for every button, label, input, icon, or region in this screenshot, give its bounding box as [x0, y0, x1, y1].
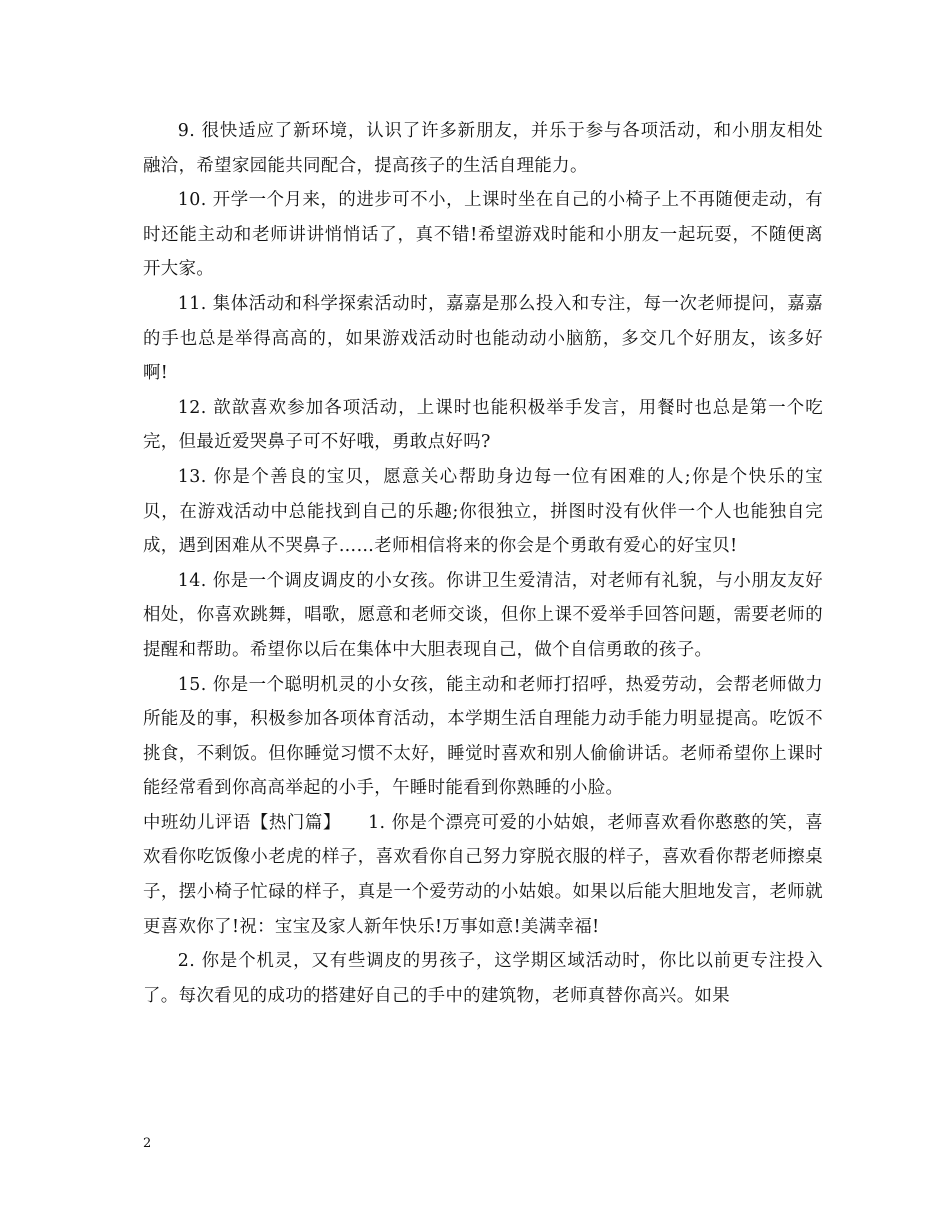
paragraph-10: 10. 开学一个月来，的进步可不小，上课时坐在自己的小椅子上不再随便走动，有时还能主动和老师讲讲悄悄话了，真不错!希望游戏时能和小朋友一起玩耍，不随便离开大家。: [143, 190, 823, 280]
paragraph-14: 14. 你是一个调皮调皮的小女孩。你讲卫生爱清洁，对老师有礼貌，与小朋友友好相处，你喜欢跳舞，唱歌，愿意和老师交谈，但你上课不爱举手回答问题，需要老师的提醒和帮助。希望你以后在集体中大胆表现自己，做个自信勇敢的孩子。: [143, 570, 823, 660]
section-heading-paragraph: 中班幼儿评语【热门篇】 1. 你是个漂亮可爱的小姑娘，老师喜欢看你憨憨的笑，喜欢看你吃饭像小老虎的样子，喜欢看你自己努力穿脱衣服的样子，喜欢看你帮老师擦桌子，摆小椅子忙碌的样子，真是一个爱劳动的小姑娘。如果以后能大胆地发言，老师就更喜欢你了!祝：宝宝及家人新年快乐!万事如意!美满幸福!: [143, 812, 823, 937]
page-body: [143, 114, 823, 1013]
page-number: 2: [143, 1136, 152, 1151]
paragraph-13: 13. 你是个善良的宝贝，愿意关心帮助身边每一位有困难的人;你是个快乐的宝贝，在游戏活动中总能找到自己的乐趣;你很独立，拼图时没有伙伴一个人也能独自完成，遇到困难从不哭鼻子……老师相信将来的你会是个勇敢有爱心的好宝贝!: [143, 466, 823, 557]
paragraph-2: 2. 你是个机灵，又有些调皮的男孩子，这学期区域活动时，你比以前更专注投入了。每次看见的成功的搭建好自己的手中的建筑物，老师真替你高兴。如果: [143, 951, 823, 1006]
paragraph-15: 15. 你是一个聪明机灵的小女孩，能主动和老师打招呼，热爱劳动，会帮老师做力所能及的事，积极参加各项体育活动，本学期生活自理能力动手能力明显提高。吃饭不挑食，不剩饭。但你睡觉习惯不太好，睡觉时喜欢和别人偷偷讲话。老师希望你上课时能经常看到你高高举起的小手，午睡时能看到你熟睡的小脸。: [143, 674, 823, 799]
paragraph-9: 9. 很快适应了新环境，认识了许多新朋友，并乐于参与各项活动，和小朋友相处融洽，希望家园能共同配合，提高孩子的生活自理能力。: [143, 121, 823, 176]
paragraph-12: 12. 歆歆喜欢参加各项活动，上课时也能积极举手发言，用餐时也总是第一个吃完，但最近爱哭鼻子可不好哦，勇敢点好吗?: [143, 397, 823, 453]
paragraph-11: 11. 集体活动和科学探索活动时，嘉嘉是那么投入和专注，每一次老师提问，嘉嘉的手也总是举得高高的，如果游戏活动时也能动动小脑筋，多交几个好朋友，该多好啊!: [143, 293, 823, 384]
